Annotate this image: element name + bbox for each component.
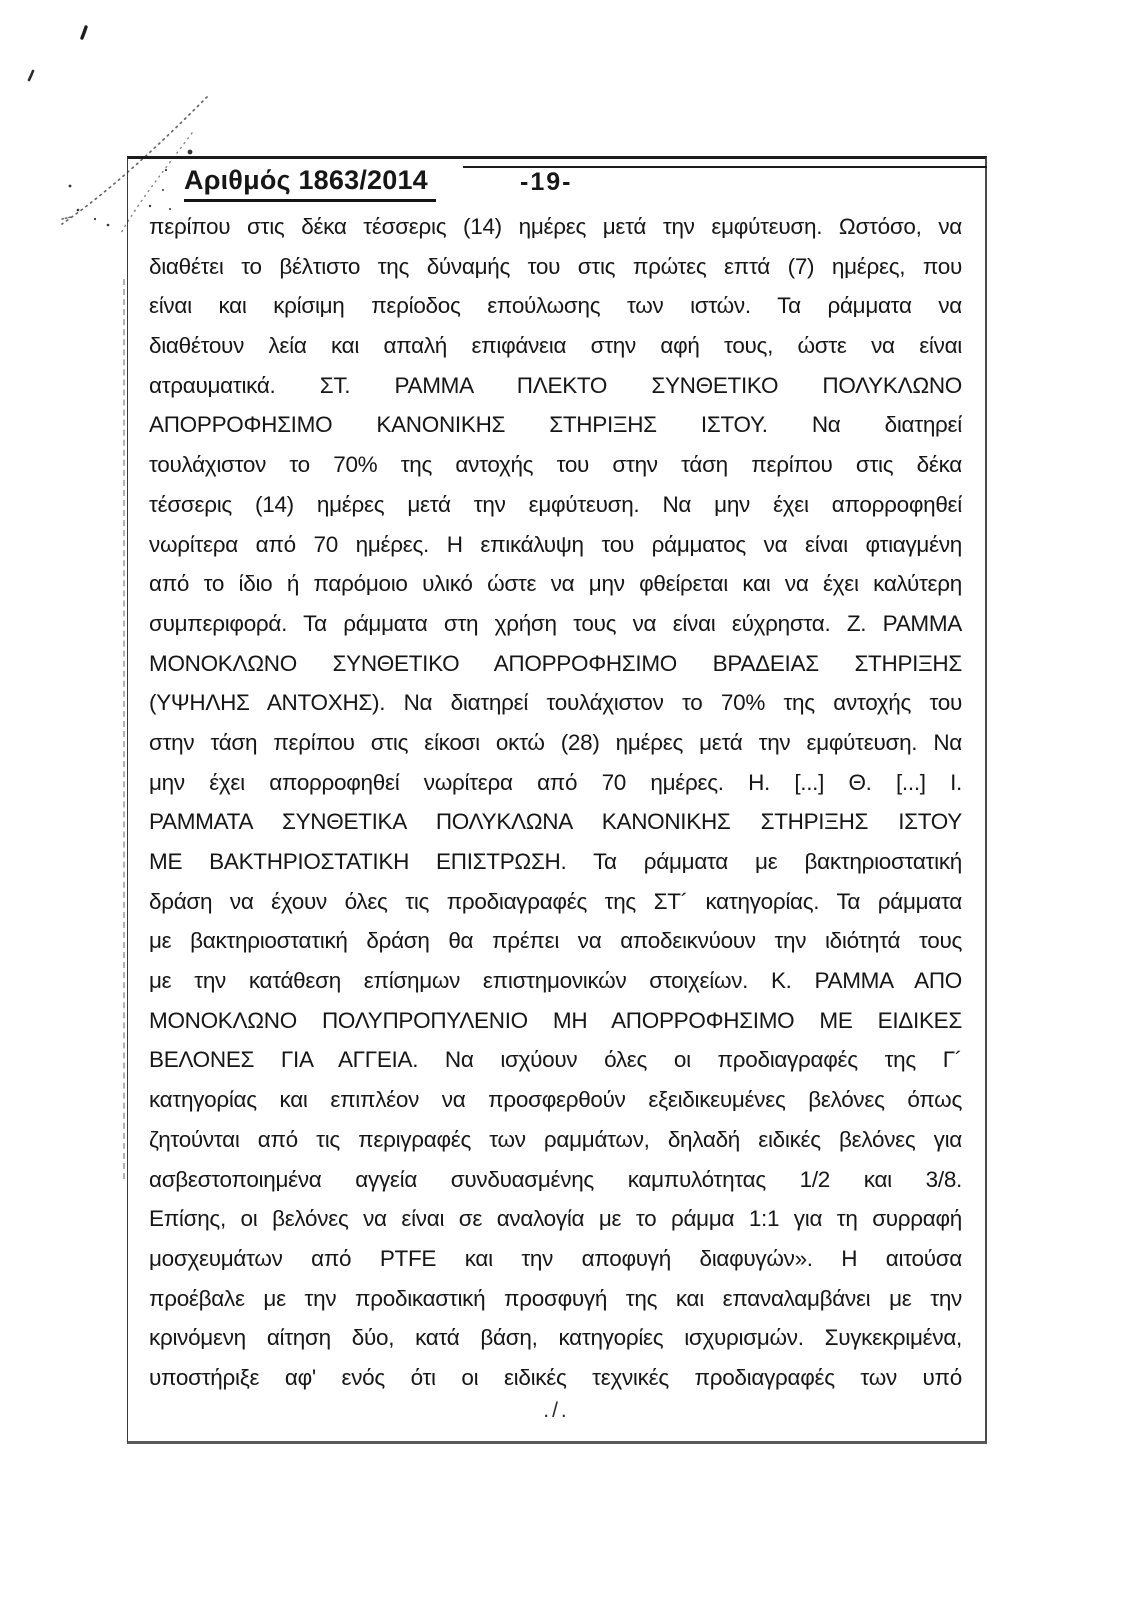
document-header [128, 159, 985, 211]
document-border-frame [127, 156, 987, 1444]
document-text-line: ΜΕ ΒΑΚΤΗΡΙΟΣΤΑΤΙΚΗ ΕΠΙΣΤΡΩΣΗ. Τα ράμματα με βακτηριοστατική [149, 849, 962, 874]
left-border-scan-artifact [123, 279, 125, 1179]
document-text-line: κρινόμενη αίτηση δύο, κατά βάση, κατηγορίες ισχυρισμών. Συγκεκριμένα, [149, 1325, 962, 1351]
document-text-line: ΜΟΝΟΚΛΩΝΟ ΠΟΛΥΠΡΟΠΥΛΕΝΙΟ ΜΗ ΑΠΟΡΡΟΦΗΣΙΜΟ ΜΕ ΕΙΔΙΚΕΣ [149, 1007, 962, 1033]
document-text-line: ασβεστοποιημένα αγγεία συνδυασμένης καμπυλότητας 1/2 και 3/8. [149, 1166, 962, 1192]
document-text-line: μοσχευμάτων από PTFE και την αποφυγή διαφυγών». Η αιτούσα [149, 1245, 962, 1271]
document-text-line: διαθέτει το βέλτιστο της δύναμής του στις πρώτες επτά (7) ημέρες, που [149, 253, 962, 279]
document-text-line: νωρίτερα από 70 ημέρες. Η επικάλυψη του ράμματος να είναι φτιαγμένη [149, 531, 962, 557]
document-text-line: κατηγορίας και επιπλέον να προσφερθούν εξειδικευμένες βελόνες όπως [149, 1087, 962, 1113]
document-text-line: με την κατάθεση επίσημων επιστημονικών στοιχείων. Κ. ΡΑΜΜΑ ΑΠΟ [149, 968, 962, 994]
document-text-line: περίπου στις δέκα τέσσερις (14) ημέρες μετά την εμφύτευση. Ωστόσο, να [149, 214, 962, 239]
document-text-line: ΜΟΝΟΚΛΩΝΟ ΣΥΝΘΕΤΙΚΟ ΑΠΟΡΡΟΦΗΣΙΜΟ ΒΡΑΔΕΙΑΣ ΣΤΗΡΙΞΗΣ [149, 650, 962, 676]
document-text-line: από το ίδιο ή παρόμοιο υλικό ώστε να μην φθείρεται και να έχει καλύτερη [149, 571, 962, 597]
document-text-line: με βακτηριοστατική δράση θα πρέπει να αποδεικνύουν την ιδιότητά τους [149, 928, 962, 954]
document-text-line: ατραυματικά. ΣΤ. ΡΑΜΜΑ ΠΛΕΚΤΟ ΣΥΝΘΕΤΙΚΟ ΠΟΛΥΚΛΩΝΟ [149, 372, 962, 398]
document-text-line: ΑΠΟΡΡΟΦΗΣΙΜΟ ΚΑΝΟΝΙΚΗΣ ΣΤΗΡΙΞΗΣ ΙΣΤΟΥ. Να διατηρεί [149, 412, 962, 438]
document-text-line: συμπεριφορά. Τα ράμματα στη χρήση τους να είναι εύχρηστα. Ζ. ΡΑΜΜΑ [149, 610, 962, 636]
document-text-line: δράση να έχουν όλες τις προδιαγραφές της ΣΤ´ κατηγορίας. Τα ράμματα [149, 888, 962, 914]
document-text-line: προέβαλε με την προδικαστική προσφυγή της και επαναλαμβάνει με την [149, 1285, 962, 1311]
document-text-line: (ΥΨΗΛΗΣ ΑΝΤΟΧΗΣ). Να διατηρεί τουλάχιστον το 70% της αντοχής του [149, 690, 962, 716]
document-text-line: υποστήριξε αφ' ενός ότι οι ειδικές τεχνικές προδιαγραφές των υπό [149, 1364, 962, 1390]
document-text-line: μην έχει απορροφηθεί νωρίτερα από 70 ημέρες. Η. [...] Θ. [...] Ι. [149, 769, 962, 795]
document-text-line: Επίσης, οι βελόνες να είναι σε αναλογία με το ράμμα 1:1 για τη συρραφή [149, 1206, 962, 1232]
document-text-line: ΒΕΛΟΝΕΣ ΓΙΑ ΑΓΓΕΙΑ. Να ισχύουν όλες οι προδιαγραφές της Γ´ [149, 1047, 962, 1073]
document-number: Αριθμός 1863/2014 [184, 165, 436, 202]
document-text-line: διαθέτουν λεία και απαλή επιφάνεια στην αφή τους, ώστε να είναι [149, 333, 962, 359]
document-text-line: τουλάχιστον το 70% της αντοχής του στην τάση περίπου στις δέκα [149, 452, 962, 478]
document-text-line: στην τάση περίπου στις είκοσι οκτώ (28) ημέρες μετά την εμφύτευση. Να [149, 729, 962, 755]
page-number: -19- [520, 168, 573, 196]
document-text-line: τέσσερις (14) ημέρες μετά την εμφύτευση. Να μην έχει απορροφηθεί [149, 491, 962, 517]
document-text-line: είναι και κρίσιμη περίοδος επούλωσης των ιστών. Τα ράμματα να [149, 293, 962, 319]
document-body [149, 207, 962, 1398]
continuation-mark: ./. [543, 1399, 570, 1422]
document-text-line: ΡΑΜΜΑΤΑ ΣΥΝΘΕΤΙΚΑ ΠΟΛΥΚΛΩΝΑ ΚΑΝΟΝΙΚΗΣ ΣΤΗΡΙΞΗΣ ΙΣΤΟΥ [149, 809, 962, 835]
document-text-line: ζητούνται από τις περιγραφές των ραμμάτων, δηλαδή ειδικές βελόνες για [149, 1126, 962, 1152]
